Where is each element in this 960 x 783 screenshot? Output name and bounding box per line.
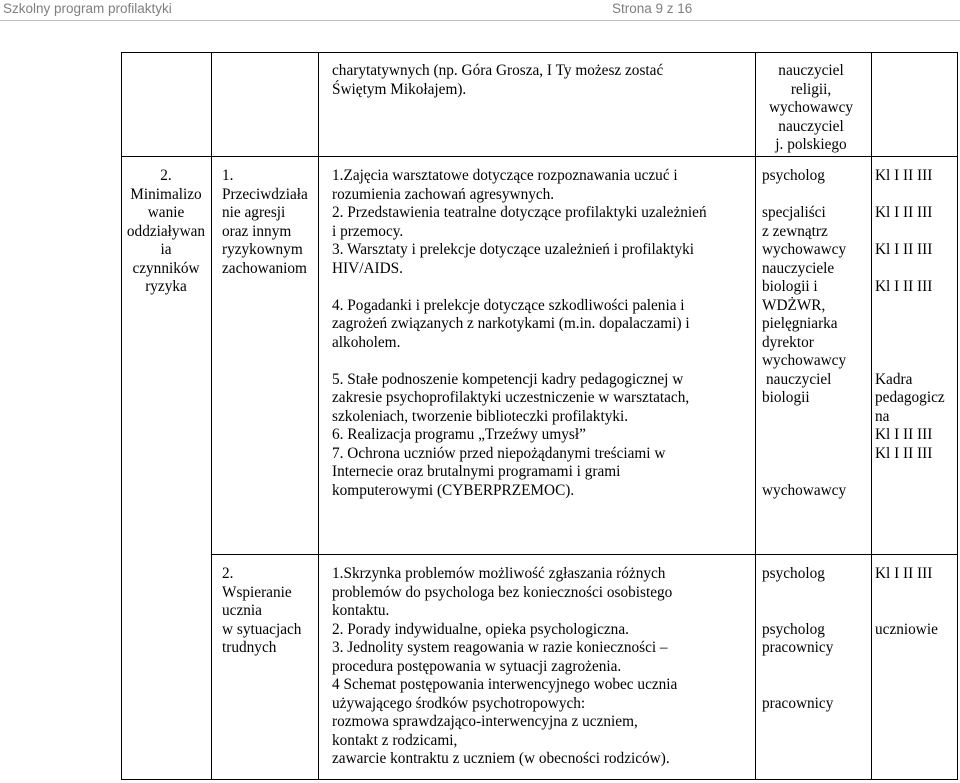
tasks-cell: 1.Skrzynka problemów możliwość zgłaszania różnych problemów do psychologa bez konieczności osobistego kontaktu. 2. Porady indywidualne, opieka psychologiczna. 3. Jednolity system reagowania w razie konieczności – procedura postępowania w sytuacji zagrożenia. 4 Schemat postępowania interwencyjnego wobec ucznia używającego środków psychotropowych: rozmowa sprawdzająco-interwencyjna z uczniem, kontakt z rodzicami, zawarcie kontraktu z uczniem (w obecności rodziców). (332, 565, 678, 767)
task-item: 7. Ochrona uczniów przed niepożądanymi treściami w Internecie oraz brutalnymi programami i grami komputerowymi (CYBERPRZEMOC). (332, 444, 666, 499)
audience-cell: Kl I II III uczniowie (875, 565, 938, 638)
task-item: 6. Realizacja programu „Trzeźwy umysł” (332, 426, 586, 443)
table-border-bottom (121, 779, 958, 780)
row-divider (121, 156, 958, 157)
task-cell-continued: charytatywnych (np. Góra Grosza, I Ty możesz zostać Świętym Mikołajem). (332, 62, 664, 98)
page-number: Strona 9 z 16 (612, 1, 693, 16)
responsible-cell: psycholog psycholog pracownicy pracownicy (762, 565, 834, 712)
task-item: 5. Stałe podnoszenie kompetencji kadry pedagogicznej w zakresie psychoprofilaktyki uczestniczenie w warsztatach, szkoleniach, tworzenie biblioteczki profilaktyki. (332, 370, 690, 425)
task-item: 2. Przedstawienia teatralne dotyczące profilaktyki uzależnień i przemocy. (332, 204, 707, 240)
row-divider (211, 554, 958, 555)
objective-cell: 1. Przeciwdziała nie agresji oraz innym ryzykownym zachowaniom (222, 167, 308, 277)
tasks-cell (332, 167, 707, 500)
table-border-left (121, 52, 122, 780)
objective-cell: 2. Wspieranie ucznia w sytuacjach trudnych (222, 565, 302, 656)
table-border-top (121, 52, 958, 53)
column-divider (871, 52, 872, 780)
document-title: Szkolny program profilaktyki (3, 1, 172, 16)
task-item: 1.Zajęcia warsztatowe dotyczące rozpoznawania uczuć i rozumienia zachowań agresywnych. (332, 167, 678, 203)
column-divider (755, 52, 756, 780)
audience-cell: Kl I II III Kl I II III Kl I II III Kl I II III Kadra pedagogicz na Kl I II III Kl I II III (875, 167, 945, 462)
page-header (0, 0, 960, 22)
task-item: 3. Warsztaty i prelekcje dotyczące uzależnień i profilaktyki HIV/AIDS. (332, 241, 695, 277)
column-divider (211, 52, 212, 780)
responsible-cell: psycholog specjaliści z zewnątrz wychowawcy nauczyciele biologii i WDŻWR, pielęgniarka dyrektor wychowawcy nauczyciel biologii wychowawcy (762, 167, 847, 499)
column-divider (318, 52, 319, 780)
goal-cell: 2. Minimalizo wanie oddziaływan ia czynników ryzyka (126, 167, 206, 295)
header-rule (0, 20, 960, 21)
task-item: 4. Pogadanki i prelekcje dotyczące szkodliwości palenia i zagrożeń związanych z narkotykami (m.in. dopalaczami) i alkoholem. (332, 296, 690, 351)
responsible-cell-continued: nauczyciel religii, wychowawcy nauczyciel j. polskiego (768, 62, 854, 153)
table-border-right (957, 52, 958, 780)
